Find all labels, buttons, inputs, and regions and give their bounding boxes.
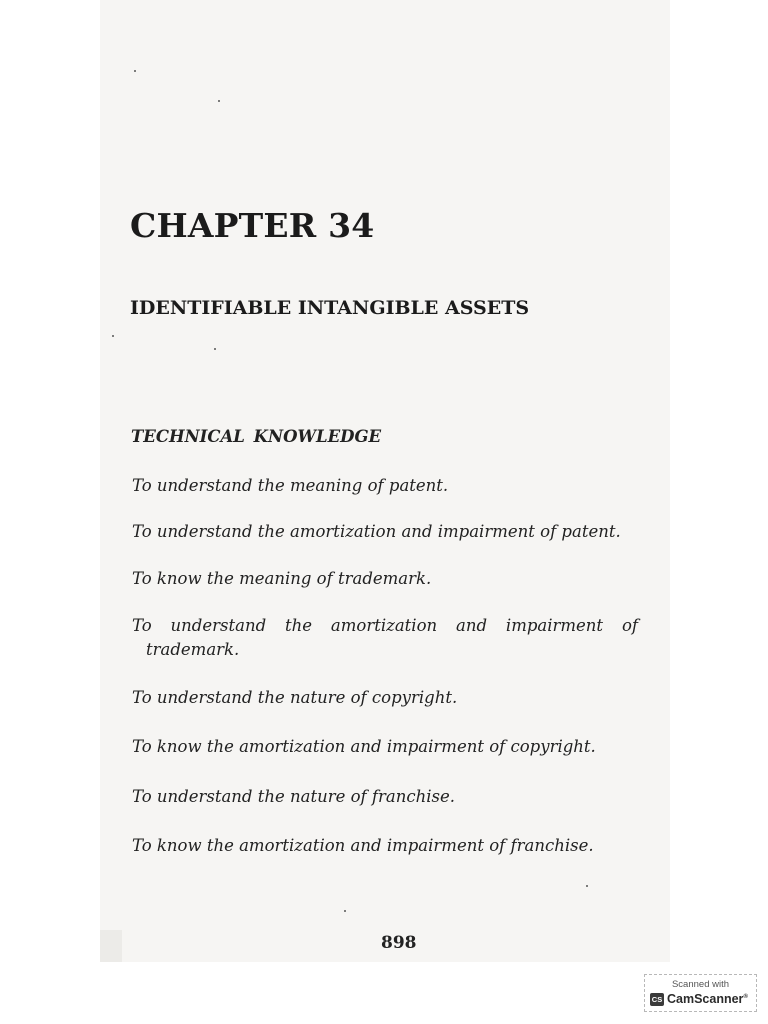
section-heading: TECHNICAL KNOWLEDGE <box>131 427 382 446</box>
chapter-title: CHAPTER 34 <box>130 206 375 245</box>
objective-item: To understand the meaning of patent. <box>132 476 449 495</box>
page-number: 898 <box>381 933 417 953</box>
scan-speck <box>586 885 588 887</box>
page-edge-shadow <box>100 930 122 962</box>
objective-item: To understand the nature of copyright. <box>132 688 458 707</box>
trademark-symbol: ® <box>743 993 748 1000</box>
objective-item: To understand the amortization and impairment of patent. <box>132 522 621 541</box>
objective-line: To understand the amortization and impairment of <box>132 616 638 635</box>
scan-speck <box>214 348 216 350</box>
scan-speck <box>112 335 114 337</box>
camscanner-logo-icon: CS <box>651 995 663 1004</box>
camscanner-watermark <box>644 974 757 1012</box>
scan-speck <box>218 100 220 102</box>
scan-speck <box>134 70 136 72</box>
objective-item: To understand the nature of franchise. <box>132 787 455 806</box>
objective-line-continued: trademark. <box>146 640 240 659</box>
watermark-caption: Scanned with <box>671 979 730 990</box>
objective-item: To know the amortization and impairment of copyright. <box>132 737 596 756</box>
objective-item <box>132 614 638 662</box>
watermark-brand <box>667 992 748 1006</box>
objective-item: To know the meaning of trademark. <box>132 569 432 588</box>
scan-speck <box>344 910 346 912</box>
chapter-subtitle: IDENTIFIABLE INTANGIBLE ASSETS <box>130 297 530 319</box>
watermark-brand-name: CamScanner <box>667 992 744 1006</box>
objective-item: To know the amortization and impairment of franchise. <box>132 836 594 855</box>
